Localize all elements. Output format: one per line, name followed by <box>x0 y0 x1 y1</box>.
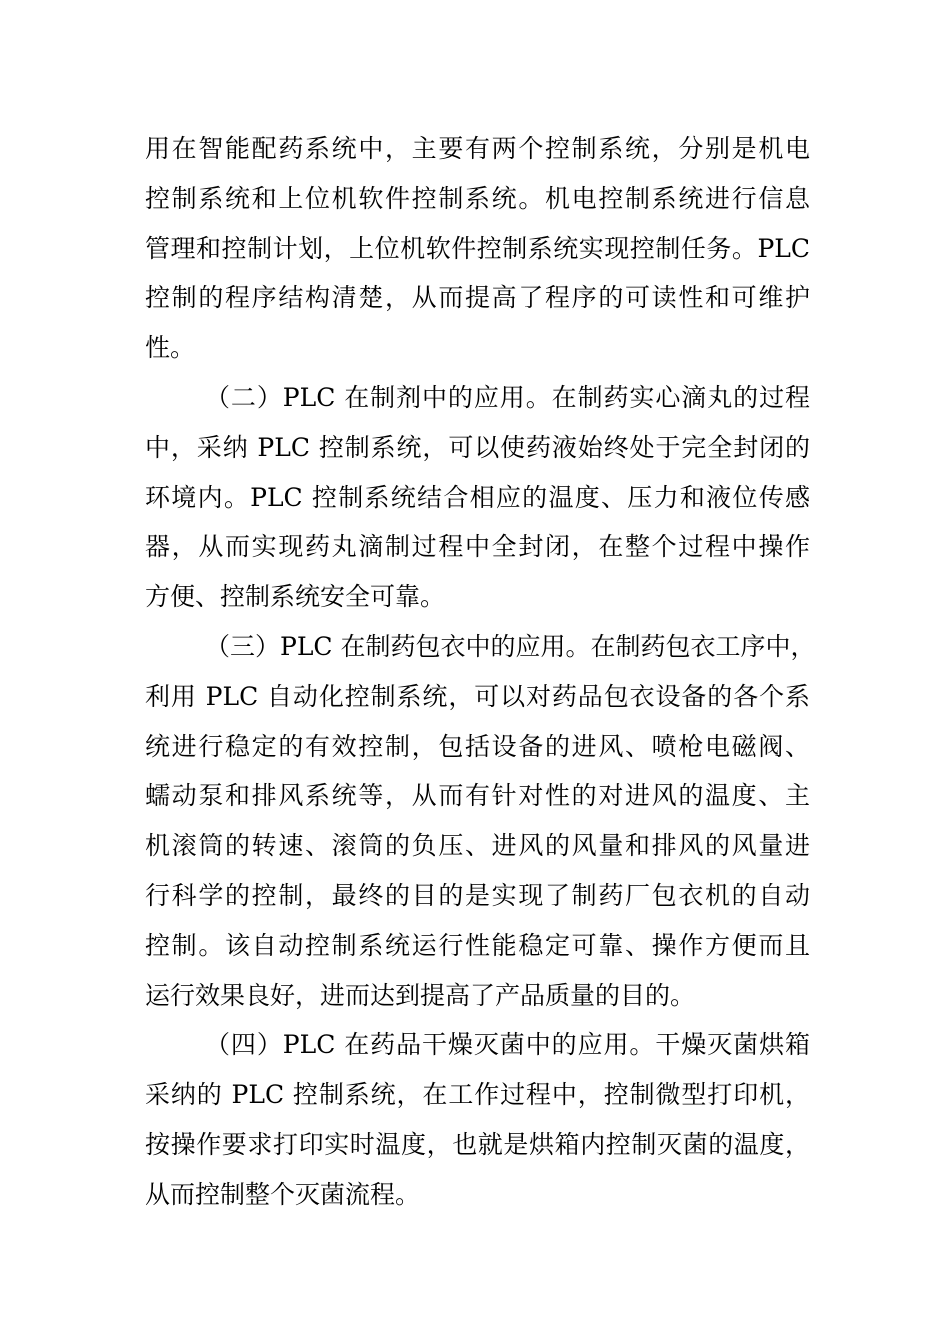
paragraph-line: 采纳的 PLC 控制系统，在工作过程中，控制微型打印机， <box>145 1080 810 1110</box>
paragraph-line: 统进行稳定的有效控制，包括设备的进风、喷枪电磁阀、 <box>145 731 810 761</box>
paragraph-first-line: （三）PLC 在制药包衣中的应用。在制药包衣工序中， <box>205 631 816 661</box>
paragraph-line: 机滚筒的转速、滚筒的负压、进风的风量和排风的风量进 <box>145 831 810 861</box>
paragraph-line: 中，采纳 PLC 控制系统，可以使药液始终处于完全封闭的 <box>145 432 810 462</box>
body-text <box>145 124 816 1220</box>
paragraph-line: 控制系统和上位机软件控制系统。机电控制系统进行信息 <box>145 183 810 213</box>
paragraph-line: 方便、控制系统安全可靠。 <box>145 582 446 612</box>
paragraph-line: 蠕动泵和排风系统等，从而有针对性的对进风的温度、主 <box>145 781 810 811</box>
paragraph-line: 器，从而实现药丸滴制过程中全封闭，在整个过程中操作 <box>145 532 810 562</box>
paragraph-line: 行科学的控制，最终的目的是实现了制药厂包衣机的自动 <box>145 880 810 910</box>
paragraph-line: 从而控制整个灭菌流程。 <box>145 1179 421 1209</box>
paragraph-line: 利用 PLC 自动化控制系统，可以对药品包衣设备的各个系 <box>145 681 810 711</box>
paragraph-line: 环境内。PLC 控制系统结合相应的温度、压力和液位传感 <box>145 482 810 512</box>
paragraph-first-line: （二）PLC 在制剂中的应用。在制药实心滴丸的过程 <box>205 382 810 412</box>
paragraph-line: 控制。该自动控制系统运行性能稳定可靠、操作方便而且 <box>145 930 810 960</box>
paragraph-line: 运行效果良好，进而达到提高了产品质量的目的。 <box>145 980 696 1010</box>
paragraph-line: 控制的程序结构清楚，从而提高了程序的可读性和可维护 <box>145 283 810 313</box>
paragraph-first-line: （四）PLC 在药品干燥灭菌中的应用。干燥灭菌烘箱 <box>205 1030 810 1060</box>
paragraph-line: 性。 <box>145 333 196 363</box>
paragraph-line: 按操作要求打印实时温度，也就是烘箱内控制灭菌的温度， <box>145 1129 810 1159</box>
paragraph-line: 用在智能配药系统中，主要有两个控制系统，分别是机电 <box>145 134 810 163</box>
paragraph-line: 管理和控制计划，上位机软件控制系统实现控制任务。PLC <box>145 233 810 263</box>
